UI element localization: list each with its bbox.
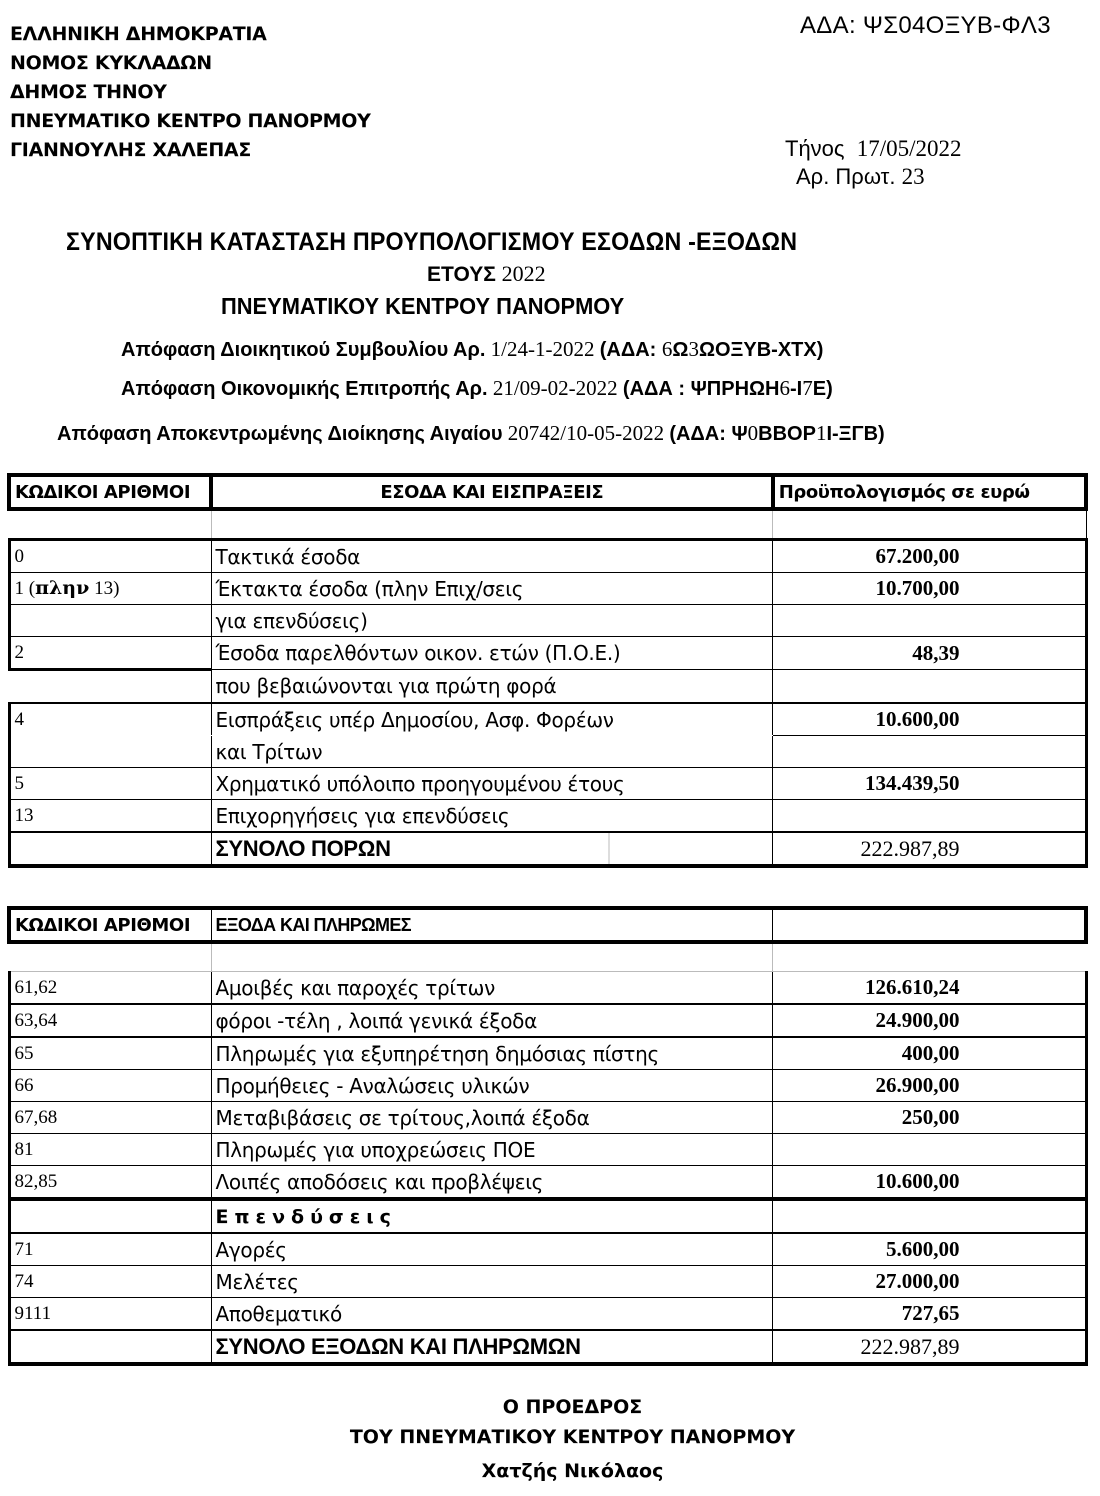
revenue-total-amount: 222.987,89: [773, 832, 1086, 866]
organization-header: [10, 20, 371, 165]
decision-number: 21/09-02-2022: [487, 376, 623, 400]
table-row: [9, 703, 1086, 736]
table-row: [9, 1233, 1086, 1266]
signature-organization: ΤΟΥ ΠΝΕΥΜΑΤΙΚΟΥ ΚΕΝΤΡΟΥ ΠΑΝΟΡΜΟΥ: [349, 1426, 796, 1448]
row-description: Εισπράξεις υπέρ Δημοσίου, Ασφ. Φορέων: [211, 703, 773, 736]
decision-finance-committee: [121, 376, 833, 401]
decision-board: [121, 337, 823, 362]
table-row: [9, 972, 1086, 1005]
row-description: για επενδύσεις): [211, 605, 773, 637]
expense-header-row: [9, 908, 1086, 942]
expense-total-row: [9, 1330, 1086, 1364]
row-amount: 727,65: [773, 1298, 1086, 1331]
org-line-prefecture: ΝΟΜΟΣ ΚΥΚΛΑΔΩΝ: [10, 52, 212, 74]
row-description: που βεβαιώνονται για πρώτη φορά: [211, 670, 773, 704]
row-description: Πληρωμές για εξυπηρέτηση δημόσιας πίστης: [211, 1037, 773, 1070]
row-code: 67,68: [9, 1102, 211, 1134]
table-row: [9, 1102, 1086, 1134]
spacer-cell: [211, 942, 773, 972]
revenue-header-row: [9, 475, 1086, 509]
table-row: [9, 1134, 1086, 1166]
row-description: Μελέτες: [211, 1266, 773, 1298]
row-amount: 27.000,00: [773, 1266, 1086, 1298]
row-amount: 24.900,00: [773, 1004, 1086, 1037]
row-code: [9, 605, 211, 637]
decision-ada-part: 3: [688, 337, 699, 361]
spacer-row: [9, 942, 1086, 972]
row-amount: 250,00: [773, 1102, 1086, 1134]
decision-ada-part: -Ι: [790, 378, 803, 400]
decision-ada-part: 0: [747, 421, 759, 445]
row-description: Προμήθειες - Αναλώσεις υλικών: [211, 1070, 773, 1102]
row-amount: [773, 736, 1086, 768]
org-line-entity: ΠΝΕΥΜΑΤΙΚΟ ΚΕΝΤΡΟ ΠΑΝΟΡΜΟΥ: [10, 110, 371, 132]
decision-ada-part: 7: [802, 376, 813, 400]
decision-label: Απόφαση Οικονομικής Επιτροπής Αρ.: [121, 378, 488, 400]
table-row: [9, 1166, 1086, 1200]
row-amount: [773, 800, 1086, 833]
row-code: 63,64: [9, 1004, 211, 1037]
row-amount: 5.600,00: [773, 1233, 1086, 1266]
table-row: [9, 736, 1086, 768]
row-code: [9, 573, 211, 605]
document-date: 17/05/2022: [856, 136, 962, 161]
year-label: ΕΤΟΥΣ: [427, 263, 496, 286]
row-amount: [773, 605, 1086, 637]
decision-ada: (ΑΔΑ:: [599, 339, 662, 361]
document-ada-code: ΑΔΑ: ΨΣ04ΟΞΥΒ-ΦΛ3: [800, 12, 1051, 39]
investments-label: Επενδύσεις: [211, 1199, 773, 1233]
document-title: ΣΥΝΟΠΤΙΚΗ ΚΑΤΑΣΤΑΣΗ ΠΡΟΥΠΟΛΟΓΙΣΜΟΥ ΕΣΟΔΩΝ -ΕΞΟΔΩΝ: [66, 228, 798, 256]
decision-label: Απόφαση Διοικητικού Συμβουλίου Αρ.: [121, 339, 486, 361]
table-row: [9, 1266, 1086, 1298]
investments-amount-cell: [773, 1199, 1086, 1233]
row-description: Έκτακτα έσοδα (πλην Επιχ/σεις: [211, 573, 773, 605]
table-row: [9, 768, 1086, 800]
decision-ada-part: 6: [661, 337, 673, 361]
code-part: πλην: [35, 577, 90, 599]
year-value: 2022: [501, 261, 546, 286]
row-description: και Τρίτων: [211, 736, 773, 768]
table-row: [9, 1070, 1086, 1102]
revenue-total-row: [9, 832, 1086, 866]
spacer-cell: [9, 942, 211, 972]
row-code: 5: [9, 768, 211, 800]
code-part: 13): [89, 578, 120, 599]
row-description: Αμοιβές και παροχές τρίτων: [211, 972, 773, 1005]
row-code: 9111: [9, 1298, 211, 1331]
row-amount: 48,39: [773, 637, 1086, 670]
decision-ada: (ΑΔΑ: Ψ: [669, 423, 748, 445]
expense-table: [7, 906, 1088, 1366]
header-codes: ΚΩΔΙΚΟΙ ΑΡΙΘΜΟΙ: [9, 475, 211, 509]
total-code-cell: [9, 1330, 211, 1364]
decision-ada-part: 6: [779, 376, 791, 400]
document-title-year: [427, 261, 546, 287]
row-code: 66: [9, 1070, 211, 1102]
row-amount: 400,00: [773, 1037, 1086, 1070]
decision-ada-part: Ω: [672, 339, 689, 361]
spacer-cell: [211, 509, 773, 540]
document-subtitle: ΠΝΕΥΜΑΤΙΚΟΥ ΚΕΝΤΡΟΥ ΠΑΝΟΡΜΟΥ: [221, 293, 625, 319]
expense-total-amount: 222.987,89: [773, 1330, 1086, 1364]
place: Τήνος: [785, 136, 845, 161]
org-line-location: ΓΙΑΝΝΟΥΛΗΣ ΧΑΛΕΠΑΣ: [10, 139, 252, 161]
place-date: [785, 136, 962, 162]
spacer-row: [9, 509, 1086, 540]
protocol-label: Αρ. Πρωτ.: [796, 164, 896, 189]
row-description: Πληρωμές για υποχρεώσεις ΠΟΕ: [211, 1134, 773, 1166]
row-code: 71: [9, 1233, 211, 1266]
table-row: [9, 1004, 1086, 1037]
expense-total-label: ΣΥΝΟΛΟ ΕΞΟΔΩΝ ΚΑΙ ΠΛΗΡΩΜΩΝ: [211, 1330, 773, 1364]
row-description: Τακτικά έσοδα: [211, 540, 773, 573]
row-amount: 10.700,00: [773, 573, 1086, 605]
row-description: Αποθεματικό: [211, 1298, 773, 1331]
row-code: 0: [9, 540, 211, 573]
table-row: [9, 1298, 1086, 1331]
row-code: 4: [9, 703, 211, 736]
org-line-country: ΕΛΛΗΝΙΚΗ ΔΗΜΟΚΡΑΤΙΑ: [10, 23, 267, 45]
table-row: [9, 637, 1086, 670]
protocol-number: [796, 164, 925, 190]
row-amount: 26.900,00: [773, 1070, 1086, 1102]
decision-label: Απόφαση Αποκεντρωμένης Διοίκησης Αιγαίου: [57, 423, 503, 445]
investments-heading-row: [9, 1199, 1086, 1233]
table-row: [9, 1037, 1086, 1070]
row-description: φόροι -τέλη , λοιπά γενικά έξοδα: [211, 1004, 773, 1037]
decision-ada-part: 1: [815, 421, 827, 445]
row-amount: 134.439,50: [773, 768, 1086, 800]
code-part: 1 (: [14, 578, 36, 599]
header-budget: Προϋπολογισμός σε ευρώ: [773, 475, 1086, 509]
row-amount: [773, 1134, 1086, 1166]
decision-ada-part: ΒΒΟΡ: [758, 423, 816, 445]
signature-role: Ο ΠΡΟΕΔΡΟΣ: [502, 1396, 643, 1418]
row-description: Μεταβιβάσεις σε τρίτους,λοιπά έξοδα: [211, 1102, 773, 1134]
table-row: [9, 670, 1086, 704]
header-description: ΕΞΟΔΑ ΚΑΙ ΠΛΗΡΩΜΕΣ: [211, 908, 773, 942]
header-description: ΕΣΟΔΑ ΚΑΙ ΕΙΣΠΡΑΞΕΙΣ: [211, 475, 773, 509]
revenue-total-label: ΣΥΝΟΛΟ ΠΟΡΩΝ: [211, 832, 773, 866]
header-codes: ΚΩΔΙΚΟΙ ΑΡΙΘΜΟΙ: [9, 908, 211, 942]
decision-ada: (ΑΔΑ : ΨΠΡΗΩΗ: [622, 378, 780, 400]
decision-ada-part: ΩΟΞΥΒ-ΧΤΧ): [698, 339, 824, 361]
decision-number: 1/24-1-2022: [485, 337, 600, 361]
table-row: [9, 800, 1086, 833]
row-description: Λοιπές αποδόσεις και προβλέψεις: [211, 1166, 773, 1200]
protocol-value: 23: [901, 164, 925, 189]
row-amount: 10.600,00: [773, 1166, 1086, 1200]
spacer-cell: [9, 509, 211, 540]
row-code: [9, 670, 211, 704]
decision-ada-part: Ε): [812, 378, 833, 400]
spacer-cell: [773, 509, 1086, 540]
row-code: 74: [9, 1266, 211, 1298]
row-code: 13: [9, 800, 211, 833]
row-code: [9, 736, 211, 768]
table-row: [9, 540, 1086, 573]
row-code: 82,85: [9, 1166, 211, 1200]
total-code-cell: [9, 832, 211, 866]
row-description: Αγορές: [211, 1233, 773, 1266]
row-description: Έσοδα παρελθόντων οικον. ετών (Π.Ο.Ε.): [211, 637, 773, 670]
row-code: 2: [9, 637, 211, 670]
spacer-cell: [773, 942, 1086, 972]
org-line-municipality: ΔΗΜΟΣ ΤΗΝΟΥ: [10, 81, 167, 103]
row-amount: 10.600,00: [773, 703, 1086, 736]
row-code: 61,62: [9, 972, 211, 1005]
decision-number: 20742/10-05-2022: [502, 421, 670, 445]
row-code: 65: [9, 1037, 211, 1070]
row-description: Επιχορηγήσεις για επενδύσεις: [211, 800, 773, 833]
row-description: Χρηματικό υπόλοιπο προηγουμένου έτους: [211, 768, 773, 800]
table-row: [9, 573, 1086, 605]
signature-name: Χατζής Νικόλαος: [481, 1460, 664, 1482]
row-amount: 126.610,24: [773, 972, 1086, 1005]
row-amount: 67.200,00: [773, 540, 1086, 573]
decision-decentralized-administration: [57, 421, 885, 446]
investments-code-cell: [9, 1199, 211, 1233]
row-amount: [773, 670, 1086, 704]
table-row: [9, 605, 1086, 637]
header-budget: [773, 908, 1086, 942]
row-code: 81: [9, 1134, 211, 1166]
revenue-table: [7, 473, 1088, 868]
decision-ada-part: Ι-ΞΓΒ): [826, 423, 885, 445]
